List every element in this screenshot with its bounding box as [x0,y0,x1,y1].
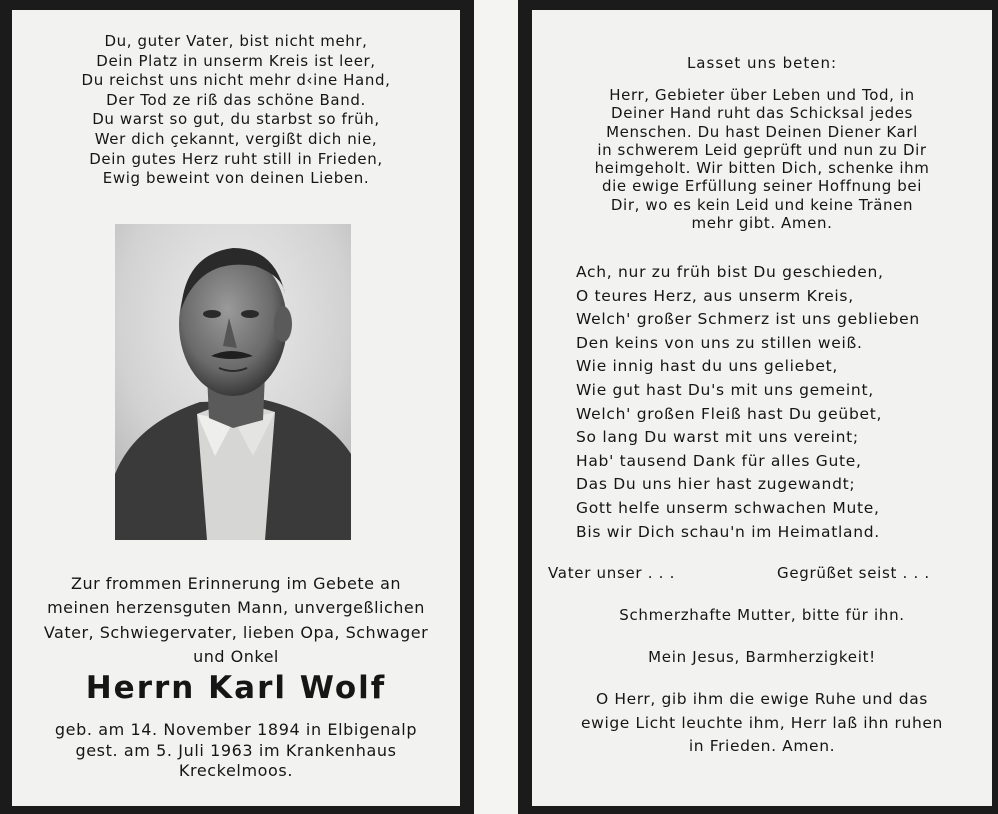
dedication-line: Zur frommen Erinnerung im Gebete an [70,574,402,593]
deceased-name: Herrn Karl Wolf [85,670,387,706]
prayer-text [532,86,992,232]
poem-line: Der Tod ze riß das schöne Band. [106,90,366,109]
poem-line: Du reichst uns nicht mehr d‹ine Hand, [81,71,391,90]
prayer-line: die ewige Erfüllung seiner Hoffnung bei [602,177,922,196]
poem-line: Welch' großen Fleiß hast Du geübet, [576,404,883,423]
poem-line: Gott helfe unserm schwachen Mute, [576,498,880,517]
poem-line: Ewig beweint von deinen Lieben. [102,169,370,188]
memorial-card-front [12,10,460,806]
poem-line: Welch' großer Schmerz ist uns geblieben [576,310,920,329]
birth-line: geb. am 14. November 1894 in Elbigenalp [54,720,418,739]
prayer-line: Deiner Hand ruht das Schicksal jedes [611,104,913,123]
final-prayer-line: ewige Licht leuchte ihm, Herr laß ihn ruhen [581,713,943,732]
prayer-line: heimgeholt. Wir bitten Dich, schenke ihm [594,159,930,178]
prayer-heading: Lasset uns beten: [686,54,838,72]
poem-line: Du, guter Vater, bist nicht mehr, [104,32,368,50]
jesus-invocation: Mein Jesus, Barmherzigkeit! [648,648,876,666]
death-place-line: Kreckelmoos. [178,761,294,780]
dedication-line: meinen herzensguten Mann, unvergeßlichen [47,598,425,618]
poem-line: Du warst so gut, du starbst so früh, [92,110,380,129]
prayer-line: Menschen. Du hast Deinen Diener Karl [606,122,918,141]
poem-line: Bis wir Dich schau'n im Heimatland. [576,522,880,541]
prayer-line: mehr gibt. Amen. [691,214,833,233]
poem-line: Wie gut hast Du's mit uns gemeint, [576,380,874,399]
prayer-line: in schwerem Leid geprüft und nun zu Dir [597,140,927,159]
poem-line: Wer dich çekannt, vergißt dich nie, [94,129,378,148]
poem-line: Das Du uns hier hast zugewandt; [576,475,856,494]
prayer-line: Dir, wo es kein Leid und keine Tränen [610,195,914,214]
poem-line: Dein Platz in unserm Kreis ist leer, [96,51,376,70]
poem-line: O teures Herz, aus unserm Kreis, [576,286,854,305]
birth-death-dates [12,720,460,782]
vater-unser-line: Vater unser . . . [548,564,676,582]
poem-line: Den keins von uns zu stillen weiß. [576,333,863,352]
poem-line: Dein gutes Herz ruht still in Frieden, [89,149,383,168]
poem-line: Wie innig hast du uns geliebet, [576,357,839,376]
final-prayer-line: in Frieden. Amen. [688,737,836,755]
card-gap [474,0,518,814]
mutter-invocation: Schmerzhafte Mutter, bitte für ihn. [619,606,905,624]
poem-line: Hab' tausend Dank für alles Gute, [576,451,862,470]
dedication-line: und Onkel [193,647,279,667]
memorial-dedication [12,572,460,670]
dedication-line: Vater, Schwiegervater, lieben Opa, Schwager [43,622,429,642]
prayer-line: Herr, Gebieter über Leben und Tod, in [609,86,915,104]
memorial-card-back [532,10,992,806]
death-line: gest. am 5. Juli 1963 im Krankenhaus [75,740,397,760]
gegruesset-line: Gegrüßet seist . . . [777,564,930,582]
portrait-photo [115,224,351,540]
final-prayer-line: O Herr, gib ihm die ewige Ruhe und das [596,690,928,708]
farewell-poem [576,261,920,544]
opening-poem [12,32,460,189]
final-prayer [532,688,992,759]
poem-line: So lang Du warst mit uns vereint; [576,428,859,447]
poem-line: Ach, nur zu früh bist Du geschieden, [576,263,884,281]
